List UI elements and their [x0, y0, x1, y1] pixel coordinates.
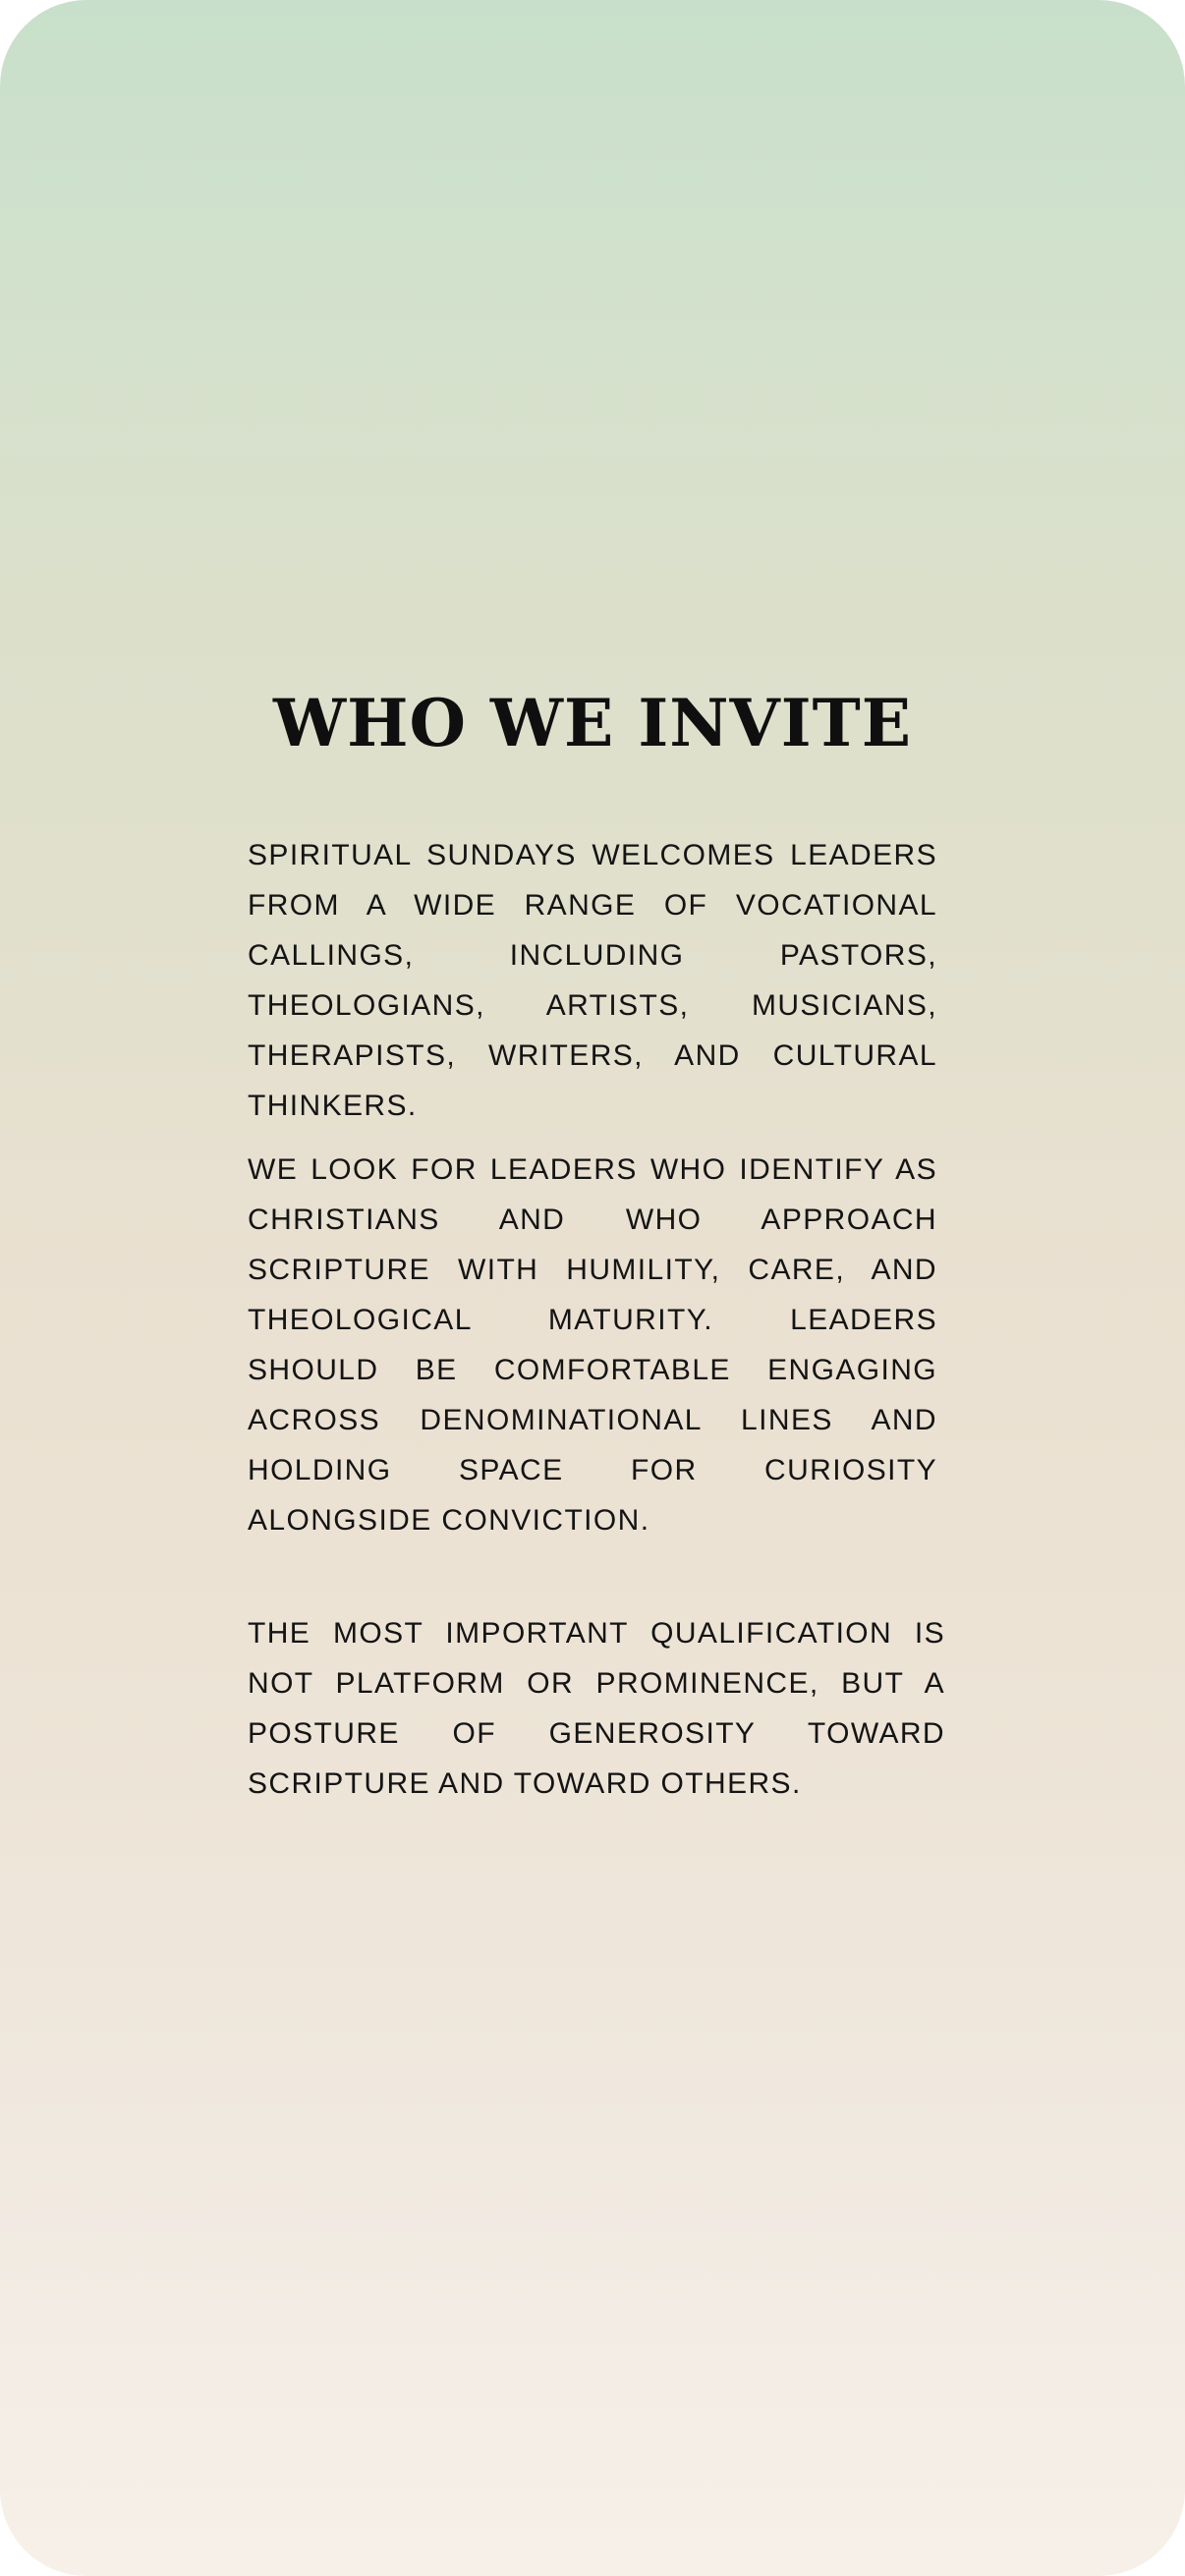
intro-paragraph: SPIRITUAL SUNDAYS WELCOMES LEADERS FROM A WIDE RANGE OF VOCATIONAL CALLINGS, INCLUDING PASTORS, THEOLOGIANS, ARTISTS, MUSICIANS, THERAPISTS, WRITERS, AND CULTURAL THINKERS. [248, 838, 937, 1122]
qualification-paragraph: THE MOST IMPORTANT QUALIFICATION IS NOT PLATFORM OR PROMINENCE, BUT A POSTURE OF GENEROSITY TOWARD SCRIPTURE AND TOWARD OTHERS. [248, 1616, 945, 1800]
section-title: WHO WE INVITE [272, 685, 913, 761]
criteria-paragraph: WE LOOK FOR LEADERS WHO IDENTIFY AS CHRISTIANS AND WHO APPROACH SCRIPTURE WITH HUMILITY, CARE, AND THEOLOGICAL MATURITY. LEADERS SHOULD BE COMFORTABLE ENGAGING ACROSS DENOMINATIONAL LINES AND HOLDING SPACE FOR CURIOSITY ALONGSIDE CONVICTION. [248, 1152, 937, 1537]
who-we-invite-section [248, 685, 945, 1809]
